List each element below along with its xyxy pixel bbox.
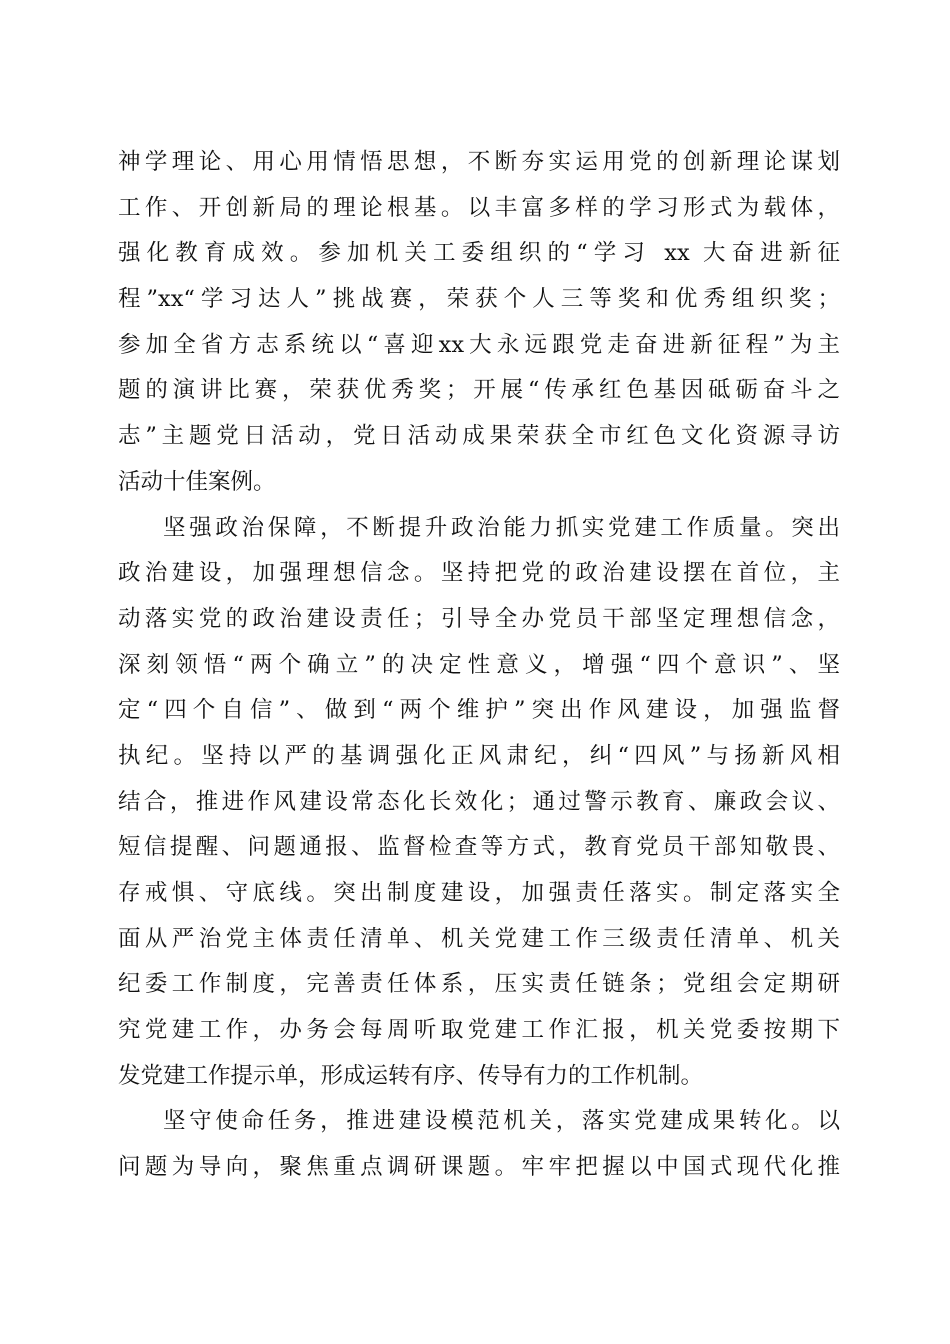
paragraph-3-line: 问题为导向，聚焦重点调研课题。牢牢把握以中国式现代化推 (118, 1154, 840, 1181)
paragraph-2-line: 结合，推进作风建设常态化长效化；通过警示教育、廉政会议、 (118, 788, 840, 815)
paragraph-2-line: 坚强政治保障，不断提升政治能力抓实党建工作质量。突出 (163, 514, 840, 541)
paragraph-2-line: 动落实党的政治建设责任；引导全办党员干部坚定理想信念， (118, 605, 840, 632)
paragraph-1-line: 强化教育成效。参加机关工委组织的“学习 xx 大奋进新征 (118, 240, 840, 267)
paragraph-2-line: 纪委工作制度，完善责任体系，压实责任链条；党组会定期研 (118, 971, 840, 998)
paragraph-1-line: 参加全省方志系统以“喜迎xx大永远跟党走奋进新征程”为主 (118, 331, 840, 358)
paragraph-1-line: 程”xx“学习达人”挑战赛，荣获个人三等奖和优秀组织奖； (118, 286, 840, 313)
paragraph-1-line: 工作、开创新局的理论根基。以丰富多样的学习形式为载体， (118, 194, 840, 221)
paragraph-2-line: 执纪。坚持以严的基调强化正风肃纪，纠“四风”与扬新风相 (118, 742, 840, 769)
paragraph-2-line: 短信提醒、问题通报、监督检查等方式，教育党员干部知敬畏、 (118, 834, 840, 861)
paragraph-2-line: 存戒惧、守底线。突出制度建设，加强责任落实。制定落实全 (118, 880, 840, 906)
paragraph-2-line: 究党建工作，办务会每周听取党建工作汇报，机关党委按期下 (118, 1017, 840, 1044)
paragraph-1-line: 神学理论、用心用情悟思想，不断夯实运用党的创新理论谋划 (118, 149, 840, 175)
body-text (118, 140, 840, 1191)
paragraph-2-line: 面从严治党主体责任清单、机关党建工作三级责任清单、机关 (118, 925, 840, 952)
paragraph-2-line: 定“四个自信”、做到“两个维护”突出作风建设，加强监督 (118, 697, 840, 724)
paragraph-3-line: 坚守使命任务，推进建设模范机关，落实党建成果转化。以 (163, 1108, 840, 1135)
paragraph-2-line: 政治建设，加强理想信念。坚持把党的政治建设摆在首位，主 (118, 560, 840, 587)
paragraph-1-line: 题的演讲比赛，荣获优秀奖；开展“传承红色基因砥砺奋斗之 (118, 377, 840, 404)
paragraph-2-line: 深刻领悟“两个确立”的决定性意义，增强“四个意识”、坚 (118, 651, 840, 678)
paragraph-2-line: 发党建工作提示单，形成运转有序、传导有力的工作机制。 (118, 1062, 704, 1089)
paragraph-1-line: 志”主题党日活动，党日活动成果荣获全市红色文化资源寻访 (118, 423, 840, 450)
paragraph-1-line: 活动十佳案例。 (118, 468, 276, 495)
